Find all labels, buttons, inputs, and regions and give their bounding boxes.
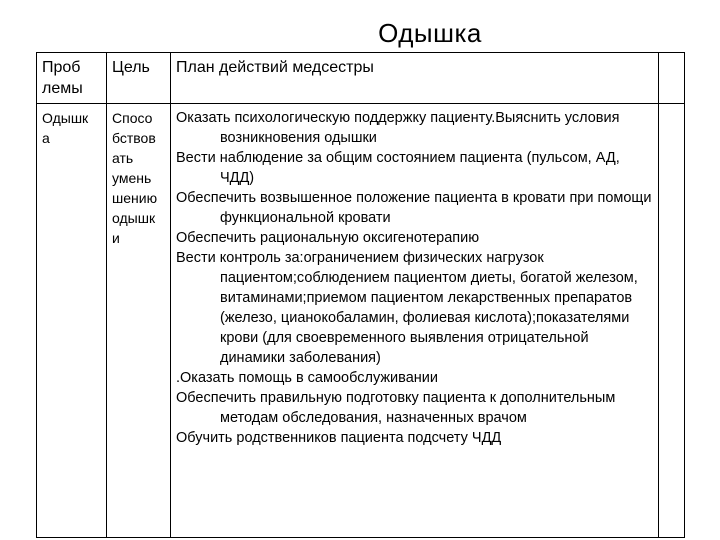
header-problem [37, 53, 107, 104]
goal-text-part: бствов [112, 130, 156, 146]
plan-action: Обучить родственников пациента подсчету ЧДД [176, 430, 502, 446]
goal-text-part: умень [112, 170, 152, 186]
plan-cell [171, 104, 659, 538]
goal-text-part: одышк [112, 210, 156, 226]
header-goal: Цель [107, 53, 171, 104]
care-plan-table [36, 52, 685, 538]
plan-action: .Оказать помощь в самообслуживании [176, 370, 438, 386]
plan-action: Обеспечить правильную подготовку пациента к дополнительным методам обследования, назначенных врачом [176, 390, 616, 426]
problem-cell [37, 104, 107, 538]
goal-text-part: Спосо [112, 110, 153, 126]
header-plan: План действий медсестры [171, 53, 659, 104]
extra-cell [659, 104, 685, 538]
goal-text-part: ать [112, 150, 134, 166]
plan-action: Вести контроль за:ограничением физических нагрузок пациентом;соблюдением пациентом диеты, богатой железом, витаминами;приемом пациентом лекарственных препаратов (железо, цианокобаламин, фолиевая кислота);показателями крови (для своевременного выявления отрицательной динамики заболевания) [176, 250, 638, 366]
plan-action: Обеспечить возвышенное положение пациента в кровати при помощи функциональной кровати [176, 190, 652, 226]
header-row [37, 53, 685, 104]
plan-action: Оказать психологическую поддержку пациенту.Выяснить условия возникновения одышки [176, 110, 620, 146]
goal-cell [107, 104, 171, 538]
header-extra [659, 53, 685, 104]
goal-text-part: шению [112, 190, 158, 206]
header-problem-part: лемы [42, 80, 83, 97]
table-row [37, 104, 685, 538]
plan-action: Вести наблюдение за общим состоянием пациента (пульсом, АД, ЧДД) [176, 150, 620, 186]
plan-action: Обеспечить рациональную оксигенотерапию [176, 230, 480, 246]
header-problem-part: Проб [42, 59, 81, 76]
problem-text-part: а [42, 130, 50, 146]
page-title: Одышка [378, 18, 482, 48]
goal-text-part: и [112, 230, 120, 246]
problem-text-part: Одышк [42, 110, 89, 126]
